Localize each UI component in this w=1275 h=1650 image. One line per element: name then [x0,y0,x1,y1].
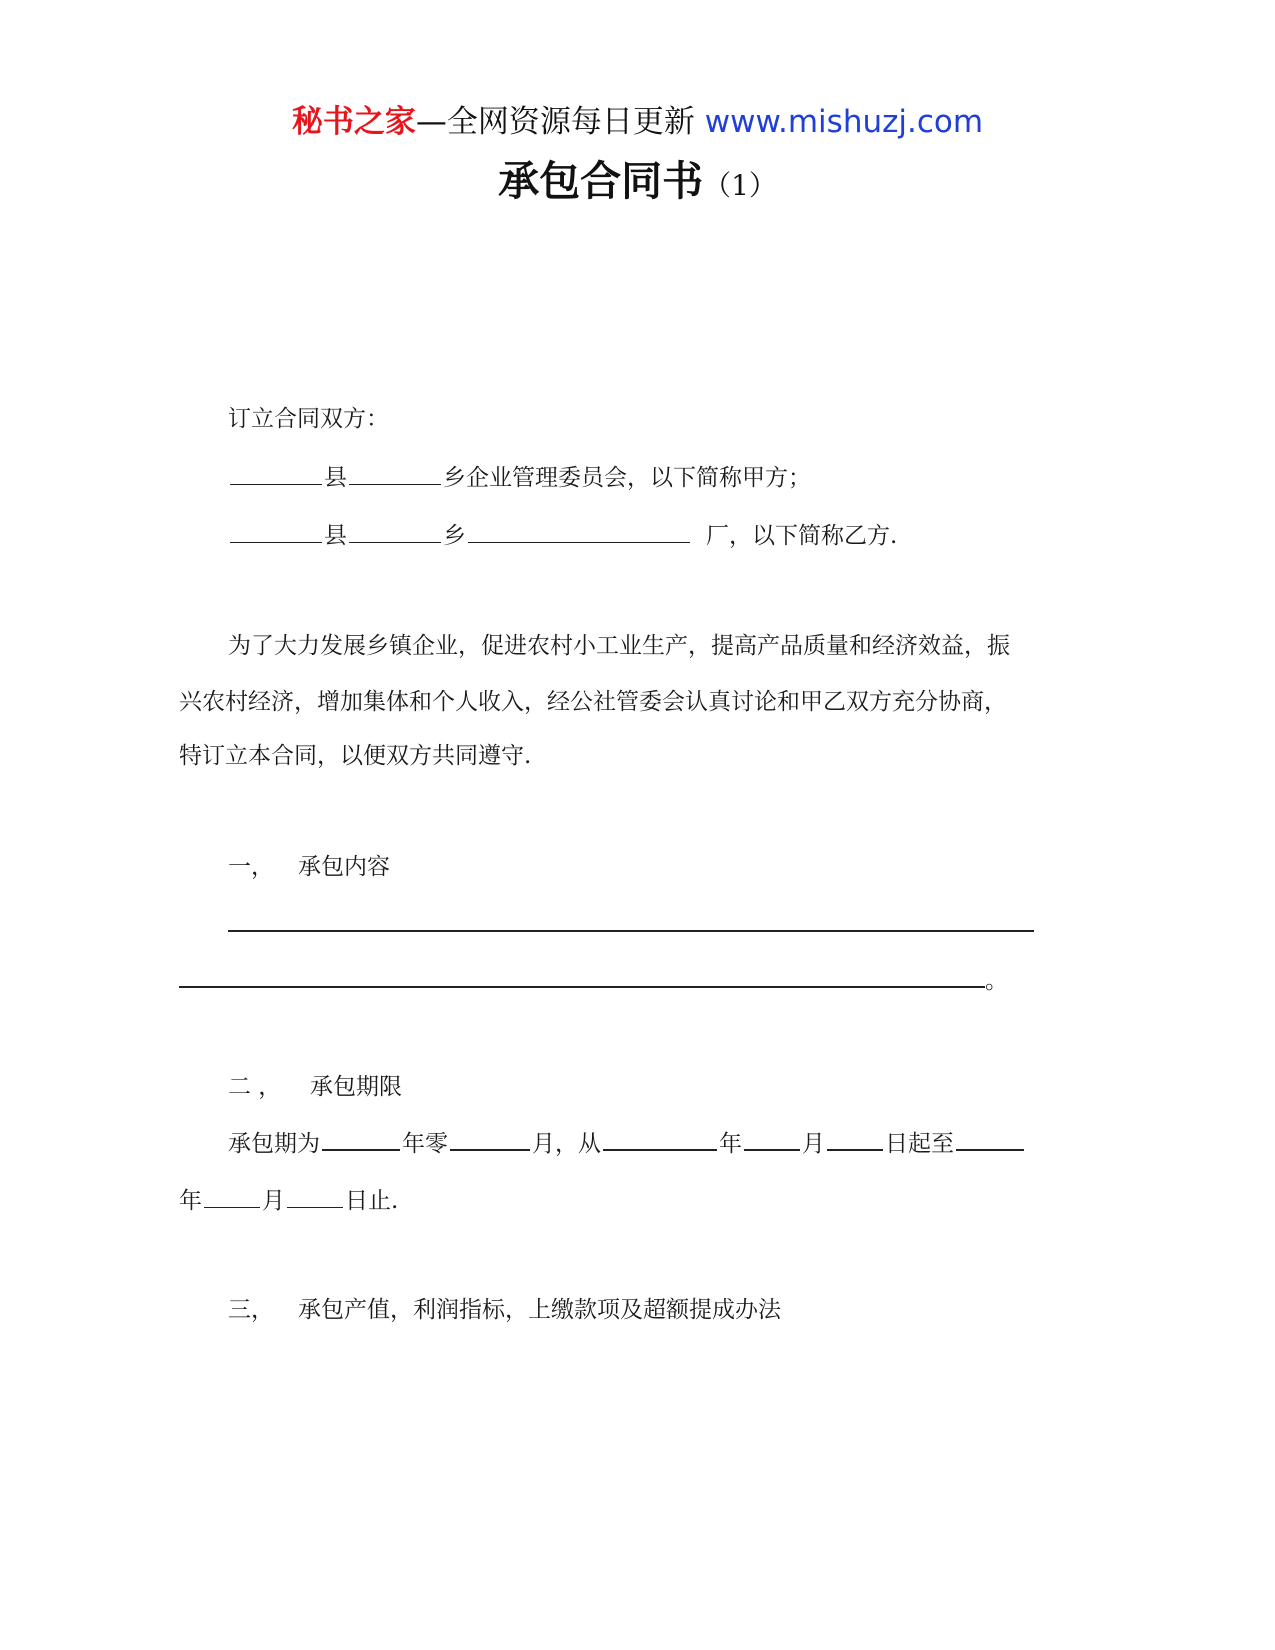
preamble-line-1: 为了大力发展乡镇企业，促进农村小工业生产，提高产品质量和经济效益，振 [228,633,1010,659]
end-year-blank[interactable] [956,1125,1024,1151]
title-number: （1） [703,169,777,202]
preamble-line-3: 特订立本合同，以便双方共同遵守. [179,743,532,769]
section2-number: 二 ， [228,1074,282,1100]
party-a-county-label: 县 [324,465,347,491]
term-text-end-year: 年 [179,1188,202,1214]
site-banner [0,100,1275,144]
banner-url-link[interactable]: www.mishuzj.com [704,104,984,140]
term-text-start-year: 年 [719,1131,742,1157]
section1-end-mark: 。 [985,968,1008,994]
end-month-blank[interactable] [204,1183,260,1208]
party-b-county-label: 县 [324,523,347,549]
term-months-blank[interactable] [450,1125,530,1151]
section2-title: 承包期限 [310,1074,402,1100]
party-b-suffix: 厂，以下简称乙方. [706,523,898,549]
section3-title: 承包产值，利润指标，上缴款项及超额提成办法 [298,1297,781,1323]
party-a-line [228,460,811,495]
parties-heading: 订立合同双方： [228,406,389,432]
party-b-township-blank[interactable] [349,518,441,543]
section1-title: 承包内容 [298,854,390,880]
banner-brand: 秘书之家 [291,104,416,140]
start-day-blank[interactable] [827,1125,883,1151]
title-main: 承包合同书 [498,157,704,205]
banner-tagline: —全网资源每日更新 [415,104,705,140]
section1-number: 一， [228,854,274,880]
section3-number: 三， [228,1297,274,1323]
term-years-blank[interactable] [322,1125,400,1151]
term-text-end-day: 日止. [345,1188,399,1214]
party-a-suffix: 乡企业管理委员会，以下简称甲方； [443,465,811,491]
party-b-factory-blank[interactable] [468,518,690,543]
end-day-blank[interactable] [287,1183,343,1208]
term-text-start-day: 日起至 [885,1131,954,1157]
document-title [0,153,1275,214]
term-text-start-month: 月 [802,1131,825,1157]
term-text-from: 月，从 [532,1131,601,1157]
preamble-line-2: 兴农村经济，增加集体和个人收入，经公社管委会认真讨论和甲乙双方充分协商， [179,689,1007,715]
start-year-blank[interactable] [603,1125,717,1151]
section1-blank-line-1[interactable] [228,930,1034,932]
term-text-end-month: 月 [262,1188,285,1214]
term-line-1 [228,1125,1026,1161]
term-text-years: 年零 [402,1131,448,1157]
party-b-line [228,518,897,553]
party-a-county-blank[interactable] [230,460,322,485]
section1-blank-line-2[interactable] [179,986,985,988]
party-b-township-label: 乡 [443,523,466,549]
start-month-blank[interactable] [744,1125,800,1151]
term-line-2 [179,1183,398,1218]
term-text-period: 承包期为 [228,1131,320,1157]
party-a-township-blank[interactable] [349,460,441,485]
party-b-county-blank[interactable] [230,518,322,543]
